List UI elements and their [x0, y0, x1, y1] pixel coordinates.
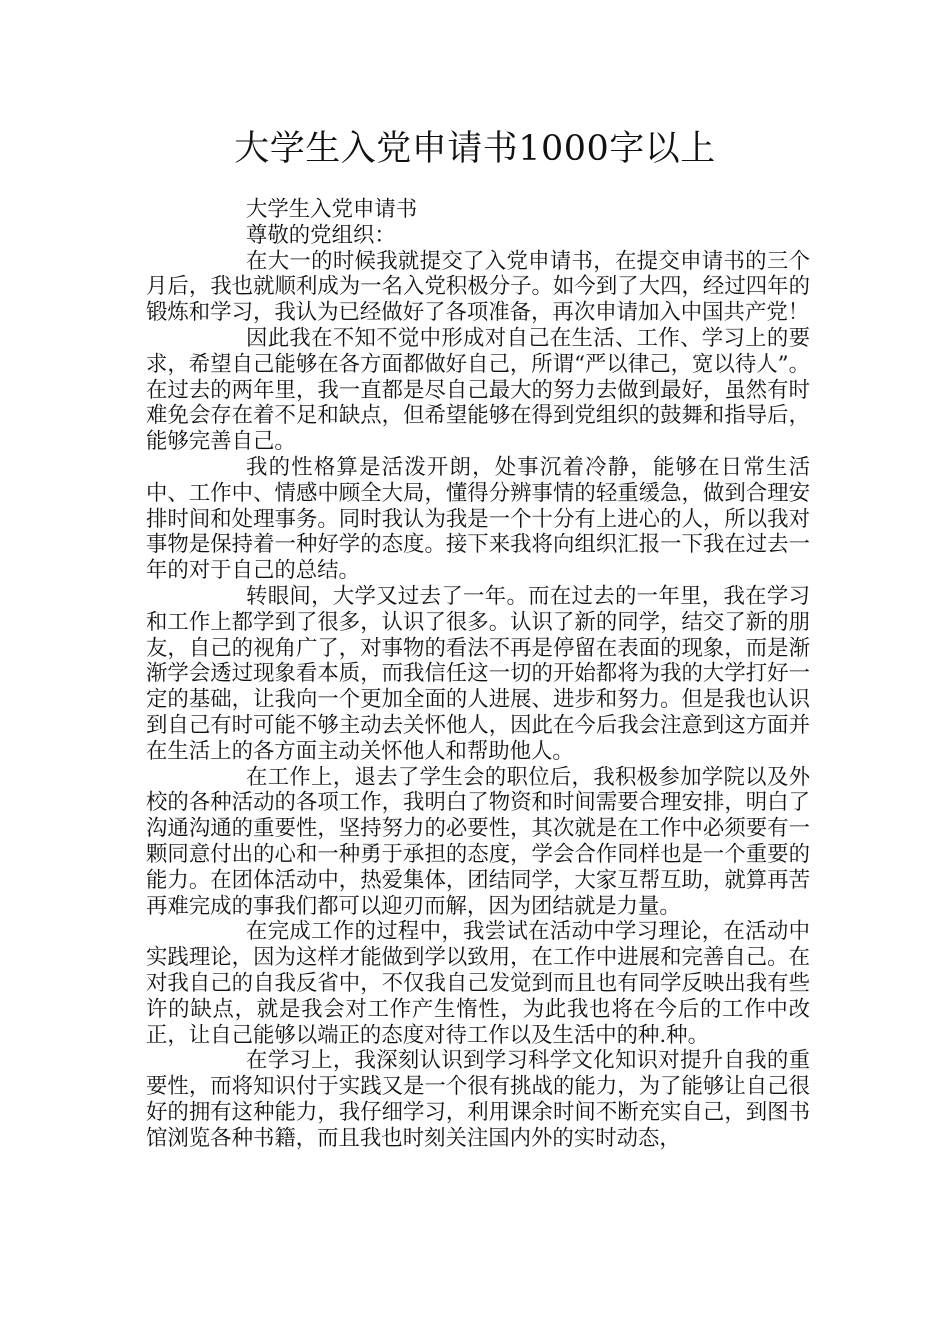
document-body	[146, 197, 810, 1151]
paragraph: 在学习上，我深刻认识到学习科学文化知识对提升自我的重要性，而将知识付于实践又是一个很有挑战的能力，为了能够让自己很好的拥有这种能力，我仔细学习，利用课余时间不断充实自己，到图书馆浏览各种书籍，而且我也时刻关注国内外的实时动态，	[146, 1048, 810, 1151]
paragraph: 在完成工作的过程中，我尝试在活动中学习理论，在活动中实践理论，因为这样才能做到学以致用，在工作中进展和完善自己。在对我自己的自我反省中，不仅我自己发觉到而且也有同学反映出我有些许的缺点，就是我会对工作产生惰性，为此我也将在今后的工作中改正，让自己能够以端正的态度对待工作以及生活中的种.种。	[146, 919, 810, 1048]
paragraph: 我的性格算是活泼开朗，处事沉着冷静，能够在日常生活中、工作中、情感中顾全大局，懂得分辨事情的轻重缓急，做到合理安排时间和处理事务。同时我认为我是一个十分有上进心的人，所以我对事物是保持着一种好学的态度。接下来我将向组织汇报一下我在过去一年的对于自己的总结。	[146, 454, 810, 584]
letter-heading: 大学生入党申请书	[246, 197, 418, 222]
salutation: 尊敬的党组织：	[246, 222, 396, 248]
paragraph: 在大一的时候我就提交了入党申请书，在提交申请书的三个月后，我也就顺利成为一名入党积极分子。如今到了大四，经过四年的锻炼和学习，我认为已经做好了各项准备，再次申请加入中国共产党！	[146, 248, 810, 326]
paragraph: 在工作上，退去了学生会的职位后，我积极参加学院以及外校的各种活动的各项工作，我明白了物资和时间需要合理安排，明白了沟通沟通的重要性，坚持努力的必要性，其次就是在工作中必须要有一颗同意付出的心和一种勇于承担的态度，学会合作同样也是一个重要的能力。在团体活动中，热爱集体，团结同学，大家互帮互助，就算再苦再难完成的事我们都可以迎刃而解，因为团结就是力量。	[146, 764, 810, 919]
paragraph: 因此我在不知不觉中形成对自己在生活、工作、学习上的要求，希望自己能够在各方面都做好自己，所谓“严以律己，宽以待人”。在过去的两年里，我一直都是尽自己最大的努力去做到最好，虽然有时难免会存在着不足和缺点，但希望能够在得到党组织的鼓舞和指导后，能够完善自己。	[146, 325, 810, 455]
paragraph: 转眼间，大学又过去了一年。而在过去的一年里，我在学习和工作上都学到了很多，认识了很多。认识了新的同学，结交了新的朋友，自己的视角广了，对事物的看法不再是停留在表面的现象，而是渐渐学会透过现象看本质，而我信任这一切的开始都将为我的大学打好一定的基础，让我向一个更加全面的人进展、进步和努力。但是我也认识到自己有时可能不够主动去关怀他人，因此在今后我会注意到这方面并在生活上的各方面主动关怀他人和帮助他人。	[146, 583, 810, 764]
document-title: 大学生入党申请书1000字以上	[234, 129, 716, 169]
